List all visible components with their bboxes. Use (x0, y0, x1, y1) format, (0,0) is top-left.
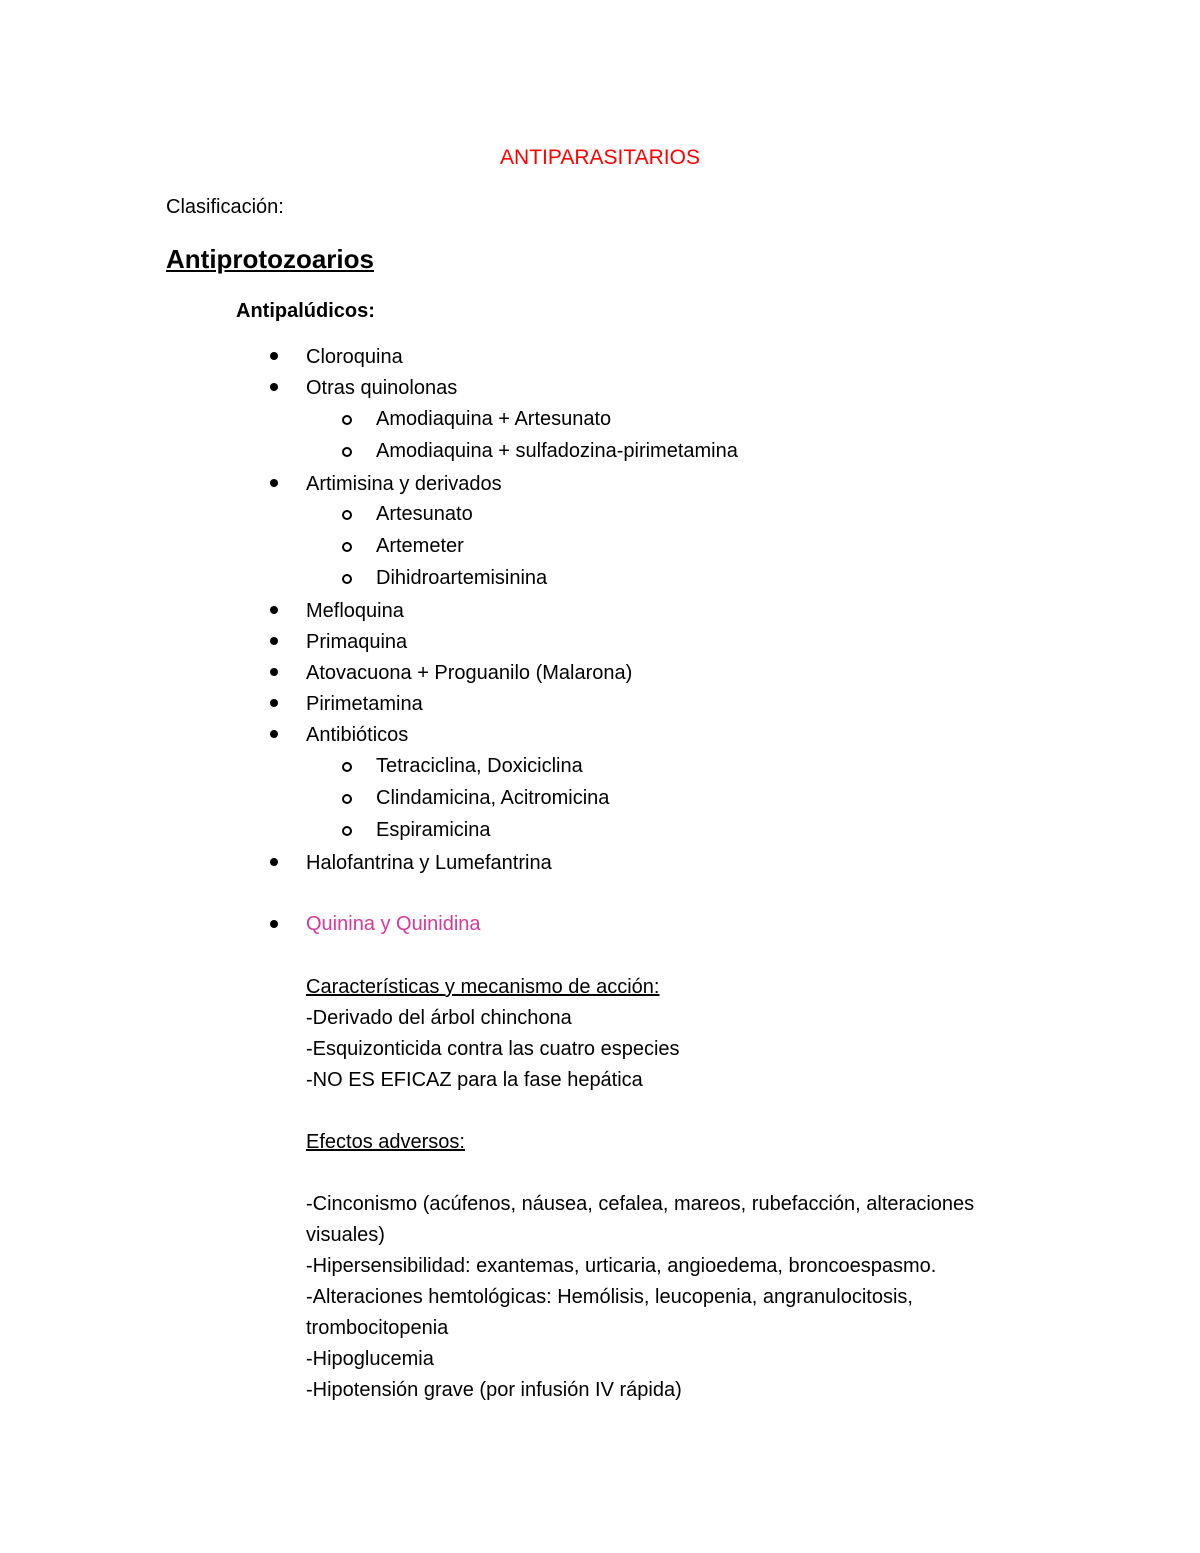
adverse-effects-line: -Hipersensibilidad: exantemas, urticaria, angioedema, broncoespasmo. (306, 1255, 937, 1277)
sub-list-item: Dihidroartemisinina (376, 567, 548, 589)
list-item: Pirimetamina (306, 693, 423, 715)
circle-bullet-icon (342, 794, 352, 804)
list-item: Cloroquina (306, 346, 403, 368)
adverse-effects-line: -Hipoglucemia (306, 1348, 434, 1370)
list-item: Atovacuona + Proguanilo (Malarona) (306, 662, 633, 684)
list-item: Otras quinolonas (306, 377, 458, 399)
list-item: Artimisina y derivados (306, 473, 502, 495)
adverse-effects-heading: Efectos adversos: (306, 1131, 465, 1153)
circle-bullet-icon (342, 826, 352, 836)
bullet-icon (270, 637, 278, 645)
list-item: Primaquina (306, 631, 408, 653)
sub-list-item: Amodiaquina + Artesunato (376, 408, 612, 430)
bullet-icon (270, 730, 278, 738)
list-item: Halofantrina y Lumefantrina (306, 852, 552, 874)
section-heading: Antiprotozoarios (166, 244, 374, 274)
characteristics-line: -Derivado del árbol chinchona (306, 1007, 572, 1029)
characteristics-heading: Características y mecanismo de acción: (306, 976, 660, 998)
circle-bullet-icon (342, 447, 352, 457)
circle-bullet-icon (342, 542, 352, 552)
bullet-icon (270, 699, 278, 707)
adverse-effects-line: -Cinconismo (acúfenos, náusea, cefalea, mareos, rubefacción, alteraciones (306, 1193, 975, 1215)
circle-bullet-icon (342, 762, 352, 772)
sub-list-item: Artesunato (376, 503, 473, 525)
bullet-icon (270, 858, 278, 866)
characteristics-line: -Esquizonticida contra las cuatro especies (306, 1038, 680, 1060)
adverse-effects-line: trombocitopenia (306, 1317, 449, 1339)
bullet-icon (270, 920, 278, 928)
circle-bullet-icon (342, 415, 352, 425)
sub-list-item: Tetraciclina, Doxiciclina (376, 755, 583, 777)
classification-label: Clasificación: (166, 196, 284, 218)
circle-bullet-icon (342, 510, 352, 520)
bullet-icon (270, 383, 278, 391)
adverse-effects-line: -Alteraciones hemtológicas: Hemólisis, leucopenia, angranulocitosis, (306, 1286, 913, 1308)
adverse-effects-line: -Hipotensión grave (por infusión IV rápida) (306, 1379, 682, 1401)
sub-list-item: Artemeter (376, 535, 464, 557)
list-item-highlighted: Quinina y Quinidina (306, 913, 481, 935)
subsection-heading: Antipalúdicos: (236, 300, 375, 322)
adverse-effects-line: visuales) (306, 1224, 385, 1246)
list-item: Mefloquina (306, 600, 404, 622)
bullet-icon (270, 606, 278, 614)
list-item: Antibióticos (306, 724, 409, 746)
characteristics-line: -NO ES EFICAZ para la fase hepática (306, 1069, 643, 1091)
bullet-icon (270, 352, 278, 360)
circle-bullet-icon (342, 574, 352, 584)
bullet-icon (270, 479, 278, 487)
bullet-icon (270, 668, 278, 676)
sub-list-item: Amodiaquina + sulfadozina-pirimetamina (376, 440, 738, 462)
sub-list-item: Espiramicina (376, 819, 491, 841)
document-title: ANTIPARASITARIOS (500, 146, 700, 169)
sub-list-item: Clindamicina, Acitromicina (376, 787, 610, 809)
